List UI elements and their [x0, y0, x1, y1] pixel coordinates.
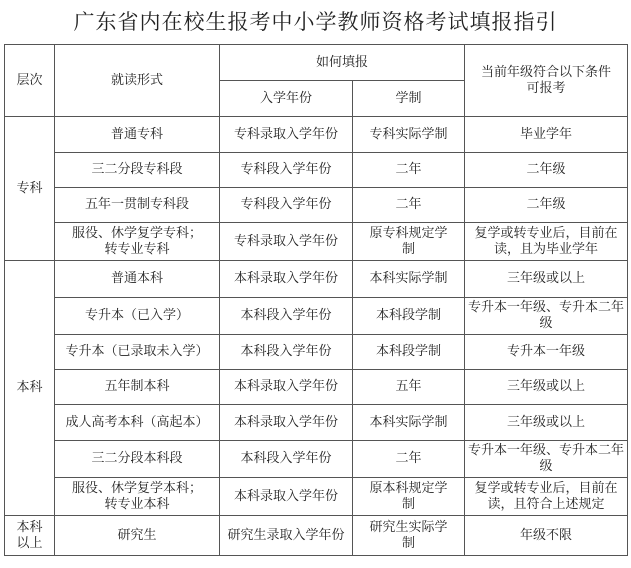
table-row: [5, 405, 628, 441]
table-row: [5, 516, 628, 556]
condition-cell: 专升本一年级: [465, 335, 628, 370]
condition-cell: 三年级或以上: [465, 370, 628, 405]
level-cell: 本科: [5, 261, 55, 516]
header-how-to-fill: 如何填报: [220, 45, 465, 81]
condition-cell: 专升本一年级、专升本二年级: [465, 441, 628, 478]
system-cell: 本科实际学制: [353, 261, 465, 298]
year-cell: 本科段入学年份: [220, 335, 353, 370]
year-cell: 本科录取入学年份: [220, 370, 353, 405]
table-row: [5, 153, 628, 188]
year-cell: 研究生录取入学年份: [220, 516, 353, 556]
year-cell: 本科录取入学年份: [220, 478, 353, 516]
system-cell: 本科段学制: [353, 335, 465, 370]
form-cell: 五年一贯制专科段: [55, 188, 220, 223]
table-row: [5, 298, 628, 335]
condition-cell: 专升本一年级、专升本二年级: [465, 298, 628, 335]
year-cell: 专科段入学年份: [220, 153, 353, 188]
condition-cell: 二年级: [465, 153, 628, 188]
table-row: [5, 441, 628, 478]
form-cell: 普通专科: [55, 117, 220, 153]
form-cell: 成人高考本科（高起本）: [55, 405, 220, 441]
header-system: 学制: [353, 81, 465, 117]
header-form: 就读形式: [55, 45, 220, 117]
system-cell: 原专科规定学制: [353, 223, 465, 261]
table-row: [5, 261, 628, 298]
form-cell: 服役、休学复学本科；转专业本科: [55, 478, 220, 516]
year-cell: 本科段入学年份: [220, 441, 353, 478]
table-row: [5, 117, 628, 153]
form-cell: 普通本科: [55, 261, 220, 298]
year-cell: 本科段入学年份: [220, 298, 353, 335]
form-cell: 专升本（已录取未入学）: [55, 335, 220, 370]
system-cell: 专科实际学制: [353, 117, 465, 153]
year-cell: 本科录取入学年份: [220, 405, 353, 441]
year-cell: 专科录取入学年份: [220, 117, 353, 153]
condition-cell: 三年级或以上: [465, 405, 628, 441]
condition-cell: 三年级或以上: [465, 261, 628, 298]
form-cell: 专升本（已入学）: [55, 298, 220, 335]
condition-cell: 年级不限: [465, 516, 628, 556]
system-cell: 本科实际学制: [353, 405, 465, 441]
condition-cell: 复学或转专业后，目前在读，且符合上述规定: [465, 478, 628, 516]
year-cell: 专科录取入学年份: [220, 223, 353, 261]
table-row: [5, 478, 628, 516]
document-title: 广东省内在校生报考中小学教师资格考试填报指引: [73, 10, 558, 34]
header-condition: 当前年级符合以下条件可报考: [465, 45, 628, 117]
table-row: [5, 335, 628, 370]
form-cell: 服役、休学复学专科；转专业专科: [55, 223, 220, 261]
condition-cell: 毕业学年: [465, 117, 628, 153]
system-cell: 原本科规定学制: [353, 478, 465, 516]
system-cell: 二年: [353, 441, 465, 478]
level-cell: 专科: [5, 117, 55, 261]
table-row: [5, 370, 628, 405]
year-cell: 本科录取入学年份: [220, 261, 353, 298]
table-header: [5, 45, 628, 117]
table-body: [5, 117, 628, 556]
system-cell: 二年: [353, 153, 465, 188]
level-cell: 本科以上: [5, 516, 55, 556]
system-cell: 研究生实际学制: [353, 516, 465, 556]
year-cell: 专科段入学年份: [220, 188, 353, 223]
guide-table: [4, 44, 628, 556]
condition-cell: 二年级: [465, 188, 628, 223]
form-cell: 三二分段本科段: [55, 441, 220, 478]
table-row: [5, 223, 628, 261]
table-row: [5, 188, 628, 223]
form-cell: 五年制本科: [55, 370, 220, 405]
system-cell: 五年: [353, 370, 465, 405]
system-cell: 二年: [353, 188, 465, 223]
header-level: 层次: [5, 45, 55, 117]
system-cell: 本科段学制: [353, 298, 465, 335]
condition-cell: 复学或转专业后，目前在读，且为毕业学年: [465, 223, 628, 261]
header-year: 入学年份: [220, 81, 353, 117]
form-cell: 三二分段专科段: [55, 153, 220, 188]
form-cell: 研究生: [55, 516, 220, 556]
